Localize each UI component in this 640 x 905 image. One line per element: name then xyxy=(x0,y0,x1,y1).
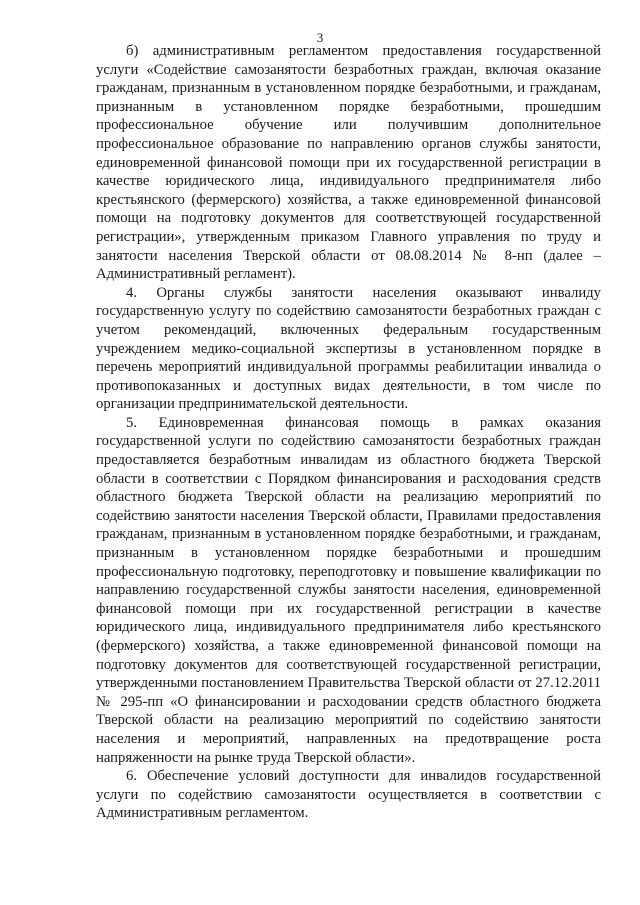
document-body xyxy=(96,42,601,823)
page-number: 3 xyxy=(316,30,324,45)
paragraph-b-regulation: б) административным регламентом предоставления государственной услуги «Содействие самозанятости безработных граждан, включая оказание гражданам, признанным в установленном порядке безработными, и гражданам, признанным в установленном порядке безработными, прошедшим профессиональное обучение или получившим дополнительное профессиональное образование по направлению органов службы занятости, единовременной финансовой помощи при их государственной регистрации в качестве юридического лица, индивидуального предпринимателя либо крестьянского (фермерского) хозяйства, а также единовременной финансовой помощи на подготовку документов для соответствующей государственной регистрации», утвержденным приказом Главного управления по труду и занятости населения Тверской области от 08.08.2014 № 8-нп (далее – Административный регламент). xyxy=(96,43,601,283)
paragraph-6: 6. Обеспечение условий доступности для инвалидов государственной услуги по содействию самозанятости осуществляется в соответствии с Административным регламентом. xyxy=(96,768,601,822)
paragraph-5: 5. Единовременная финансовая помощь в рамках оказания государственной услуги по содействию самозанятости безработных граждан предоставляется безработным инвалидам из областного бюджета Тверской области в соответствии с Порядком финансирования и расходования средств областного бюджета Тверской области на реализацию мероприятий по содействию занятости населения Тверской области, Правилами предоставления гражданам, признанным в установленном порядке безработными, и гражданам, признанным в установленном порядке безработными и прошедшим профессиональную подготовку, переподготовку и повышение квалификации по направлению государственной службы занятости населения, единовременной финансовой помощи при их государственной регистрации в качестве юридического лица, индивидуального предпринимателя либо крестьянского (фермерского) хозяйства, а также единовременной финансовой помощи на подготовку документов для соответствующей государственной регистрации, утвержденными постановлением Правительства Тверской области от 27.12.2011 № 295-пп «О финансировании и расходовании средств областного бюджета Тверской области на реализацию мероприятий по содействию занятости населения и мероприятий, направленных на предотвращение роста напряженности на рынке труда Тверской области». xyxy=(96,414,601,766)
paragraph-4: 4. Органы службы занятости населения оказывают инвалиду государственную услугу по содействию самозанятости безработных граждан с учетом рекомендаций, включенных федеральным государственным учреждением медико-социальной экспертизы в установленном порядке в перечень мероприятий индивидуальной программы реабилитации инвалида о противопоказанных и доступных видах деятельности, в том числе по организации предпринимательской деятельности. xyxy=(96,284,601,413)
